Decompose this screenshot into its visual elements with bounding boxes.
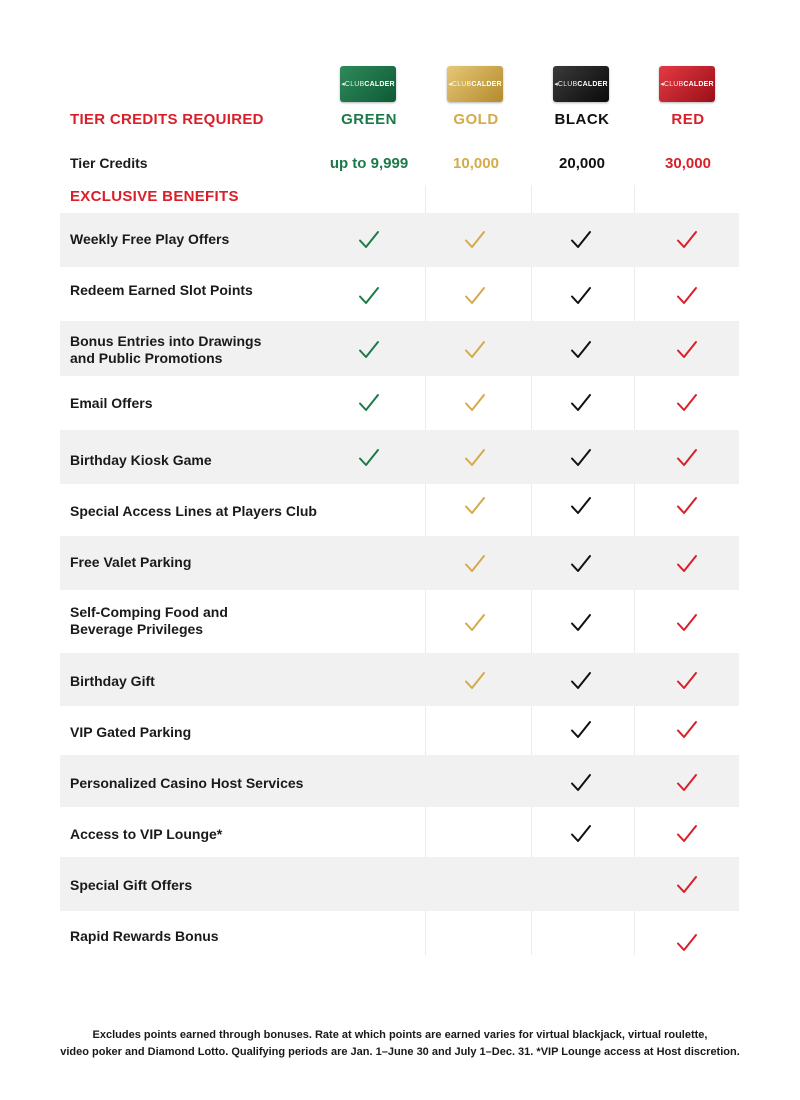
card-brand-name: CALDER	[471, 80, 502, 88]
exclusive-benefits-heading: EXCLUSIVE BENEFITS	[70, 188, 239, 205]
benefit-label-line: Personalized Casino Host Services	[70, 775, 304, 791]
check-icon-black	[569, 822, 593, 846]
check-icon-red	[675, 552, 699, 576]
benefit-label	[70, 673, 155, 690]
check-icon-gold	[463, 391, 487, 415]
check-icon-gold	[463, 228, 487, 252]
check-icon-gold	[463, 611, 487, 635]
club-card-green	[340, 66, 396, 102]
check-icon-red	[675, 931, 699, 955]
tier-credits-green: up to 9,999	[329, 155, 409, 172]
benefit-label-line: Beverage Privileges	[70, 621, 204, 637]
check-icon-black	[569, 284, 593, 308]
check-icon-red	[675, 338, 699, 362]
benefit-label-line: Access to VIP Lounge*	[70, 826, 223, 842]
tier-credits-label: Tier Credits	[70, 155, 148, 171]
check-icon-black	[569, 446, 593, 470]
benefit-label-line: Free Valet Parking	[70, 554, 192, 570]
check-icon-green	[357, 391, 381, 415]
card-brand-name: CALDER	[364, 80, 395, 88]
footnote-line: Excludes points earned through bonuses. Rate at which points are earned varies for virtual blackjack, virtual roulette,	[92, 1029, 708, 1041]
check-icon-red	[675, 446, 699, 470]
check-icon-red	[675, 611, 699, 635]
tier-credits-red: 30,000	[665, 155, 711, 172]
benefit-label-line: Special Gift Offers	[70, 877, 193, 893]
benefit-label	[70, 452, 212, 469]
benefit-label-line: Self-Comping Food and	[70, 604, 228, 620]
benefit-label-line: Birthday Kiosk Game	[70, 452, 212, 468]
benefit-label-line: Special Access Lines at Players Club	[70, 503, 317, 519]
check-icon-gold	[463, 494, 487, 518]
benefit-label	[70, 928, 219, 945]
check-icon-black	[569, 494, 593, 518]
check-icon-red	[675, 494, 699, 518]
card-brand-name: CALDER	[577, 80, 608, 88]
benefit-label-line: Email Offers	[70, 395, 153, 411]
check-icon-red	[675, 873, 699, 897]
check-icon-red	[675, 284, 699, 308]
check-icon-green	[357, 284, 381, 308]
card-brand-prefix: ◂CLUB	[660, 81, 684, 88]
check-icon-gold	[463, 669, 487, 693]
benefit-label	[70, 333, 261, 367]
benefit-label-line: Bonus Entries into Drawings	[70, 333, 262, 349]
club-card-red	[659, 66, 715, 102]
check-icon-red	[675, 718, 699, 742]
card-brand-prefix: ◂CLUB	[554, 81, 578, 88]
benefit-label-line: and Public Promotions	[70, 350, 223, 366]
benefit-label-line: Rapid Rewards Bonus	[70, 928, 219, 944]
benefit-label-line: VIP Gated Parking	[70, 724, 192, 740]
check-icon-green	[357, 228, 381, 252]
benefit-label	[70, 395, 152, 412]
benefit-label	[70, 604, 228, 638]
check-icon-red	[675, 228, 699, 252]
check-icon-gold	[463, 338, 487, 362]
tier-name-black: BLACK	[554, 111, 610, 128]
check-icon-black	[569, 771, 593, 795]
check-icon-green	[357, 446, 381, 470]
table-row	[60, 376, 739, 430]
benefit-label	[70, 826, 222, 843]
benefit-label	[70, 554, 191, 571]
table-row	[60, 653, 739, 706]
check-icon-black	[569, 338, 593, 362]
check-icon-red	[675, 771, 699, 795]
club-card-black	[553, 66, 609, 102]
tier-credits-gold: 10,000	[453, 155, 499, 172]
check-icon-gold	[463, 552, 487, 576]
benefit-label	[70, 775, 303, 792]
check-icon-red	[675, 669, 699, 693]
benefit-label	[70, 503, 317, 520]
tier-name-red: RED	[671, 111, 705, 128]
benefit-label-line: Redeem Earned Slot Points	[70, 282, 253, 298]
card-brand-name: CALDER	[683, 80, 714, 88]
check-icon-gold	[463, 446, 487, 470]
check-icon-green	[357, 338, 381, 362]
check-icon-black	[569, 718, 593, 742]
club-card-gold	[447, 66, 503, 102]
check-icon-black	[569, 552, 593, 576]
tier-credits-black: 20,000	[559, 155, 605, 172]
check-icon-red	[675, 822, 699, 846]
footnote	[40, 1027, 760, 1061]
check-icon-black	[569, 611, 593, 635]
benefit-label	[70, 282, 253, 299]
card-brand-prefix: ◂CLUB	[341, 81, 365, 88]
tier-name-gold: GOLD	[453, 111, 499, 128]
benefit-label-line: Birthday Gift	[70, 673, 155, 689]
benefit-label	[70, 231, 229, 248]
check-icon-red	[675, 391, 699, 415]
footnote-line: video poker and Diamond Lotto. Qualifying periods are Jan. 1–June 30 and July 1–Dec. 31. *VIP Lounge access at Host discretion.	[60, 1046, 740, 1058]
check-icon-gold	[463, 284, 487, 308]
check-icon-black	[569, 228, 593, 252]
check-icon-black	[569, 391, 593, 415]
check-icon-black	[569, 669, 593, 693]
benefit-label-line: Weekly Free Play Offers	[70, 231, 230, 247]
tier-credits-required-heading: TIER CREDITS REQUIRED	[70, 111, 264, 128]
benefit-label	[70, 724, 191, 741]
benefit-label	[70, 877, 192, 894]
card-brand-prefix: ◂CLUB	[448, 81, 472, 88]
tier-name-green: GREEN	[341, 111, 397, 128]
